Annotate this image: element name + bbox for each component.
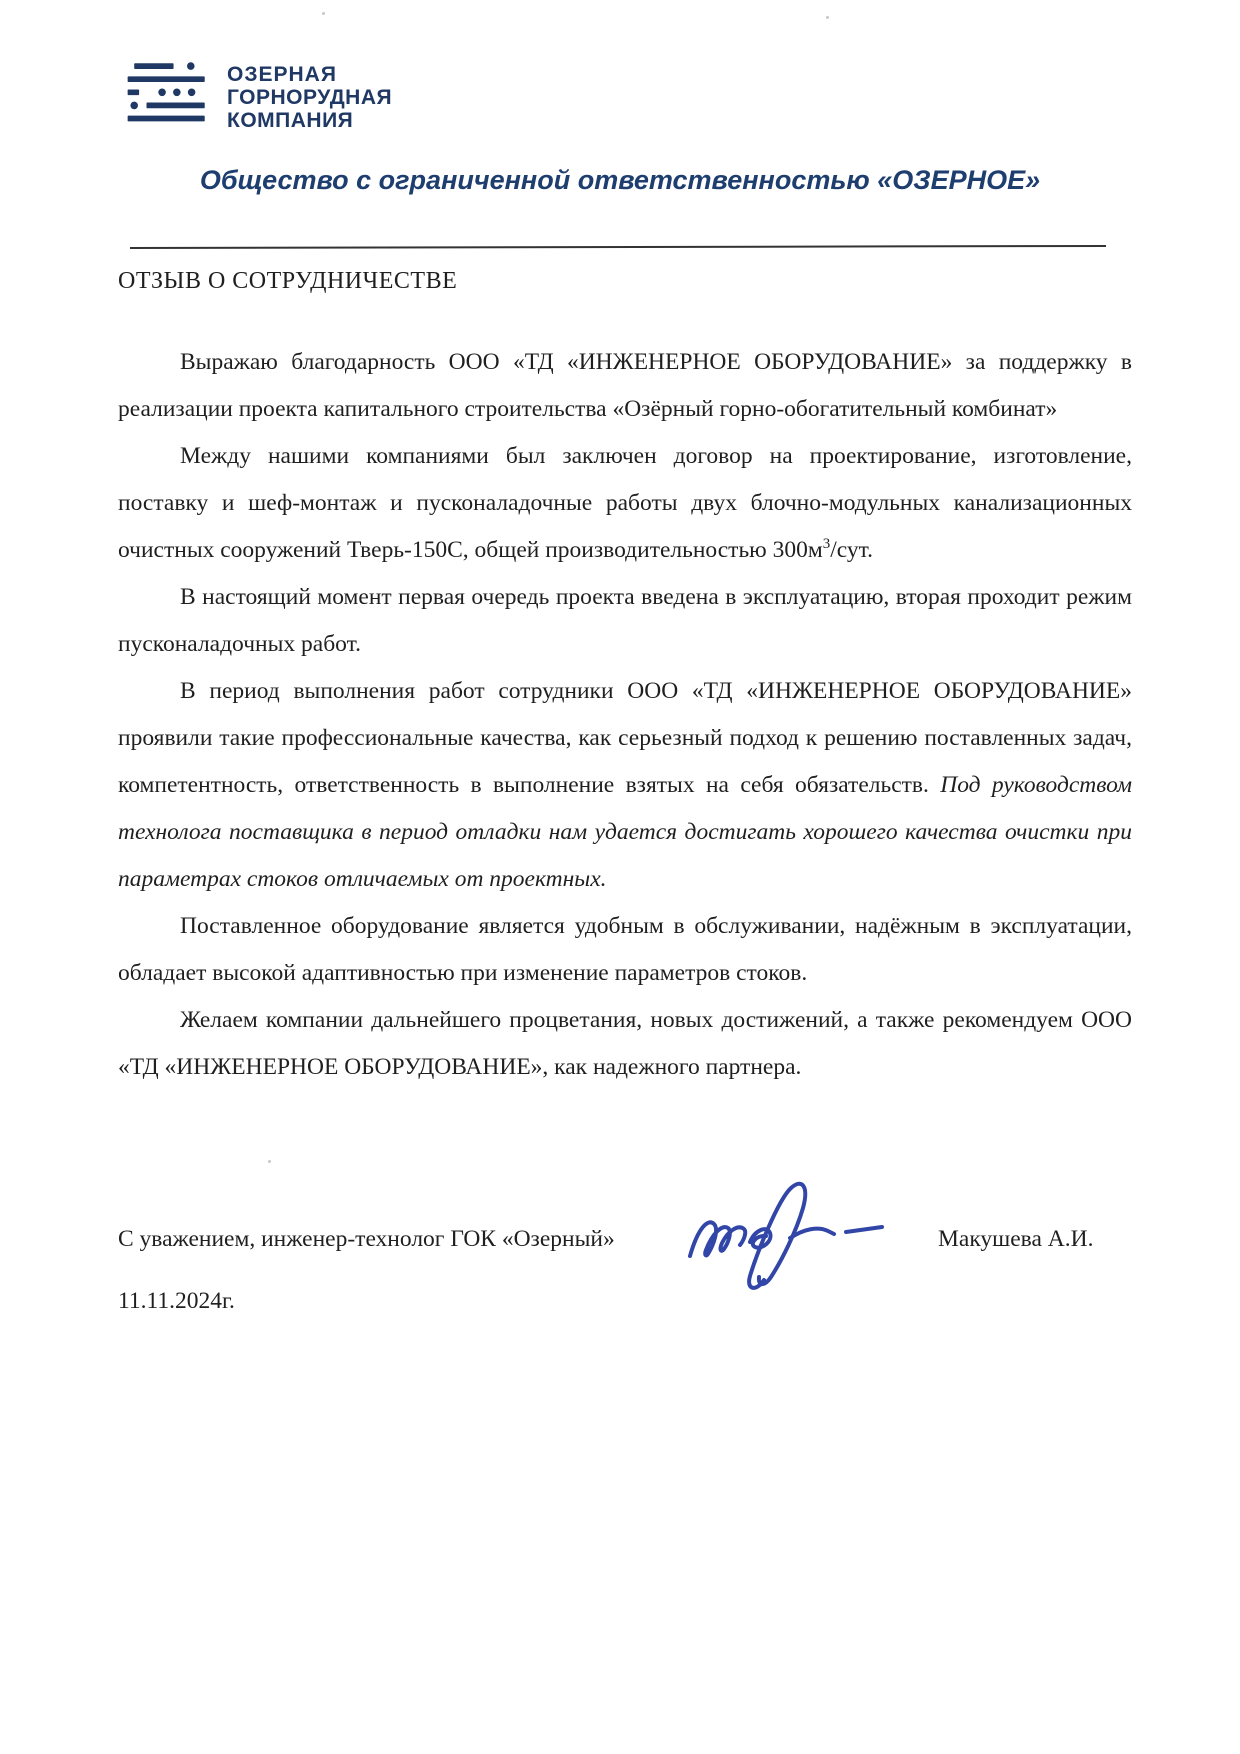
paragraph-4-normal: В период выполнения работ сотрудники ООО «ТД «ИНЖЕНЕРНОЕ ОБОРУДОВАНИЕ» проявили такие профессиональные качества, как серьезный подход к решению поставленных задач, компетентность, ответственность в выполнение взятых на себя обязательств. <box>118 678 1132 798</box>
paragraph-4-italic: Под руководством технолога поставщика в период отладки нам удается достигать хорошего качества очистки при параметрах стоков отличаемых от проектных. <box>118 772 1132 892</box>
paragraph-5 <box>118 903 1132 997</box>
scan-artifact <box>826 16 829 19</box>
company-logo-wordmark <box>227 63 392 132</box>
paragraph-1-text: Выражаю благодарность ООО «ТД «ИНЖЕНЕРНОЕ ОБОРУДОВАНИЕ» за поддержку в реализации проекта капитального строительства «Озёрный горно-обогатительный комбинат» <box>118 349 1132 422</box>
paragraph-4 <box>118 668 1132 903</box>
paragraph-3 <box>118 574 1132 668</box>
logo-line-2: ГОРНОРУДНАЯ <box>227 86 393 109</box>
company-logo-icon <box>126 62 208 130</box>
paragraph-1 <box>118 339 1132 433</box>
letter-body <box>118 268 1132 1091</box>
logo-line-3: КОМПАНИЯ <box>227 109 354 132</box>
letterhead-divider <box>130 245 1106 249</box>
scan-artifact <box>268 1160 271 1163</box>
cubic-meter-superscript: 3 <box>822 536 831 553</box>
paragraph-2-text: Между нашими компаниями был заключен договор на проектирование, изготовление, поставку и шеф-монтаж и пусконаладочные работы двух блочно-модульных канализационных очистных сооружений Тверь-150С, общей производительностью 300м <box>118 443 1132 563</box>
paragraph-2-tail: /сут. <box>830 537 874 563</box>
handwritten-signature-icon <box>678 1176 908 1296</box>
logo-line-1: ОЗЕРНАЯ <box>227 63 337 86</box>
paragraph-6-text: Желаем компании дальнейшего процветания, новых достижений, а также рекомендуем ООО «ТД «ИНЖЕНЕРНОЕ ОБОРУДОВАНИЕ», как надежного партнера. <box>118 1007 1132 1080</box>
paragraph-5-text: Поставленное оборудование является удобным в обслуживании, надёжным в эксплуатации, обладает высокой адаптивностью при изменение параметров стоков. <box>118 913 1132 986</box>
company-subtitle: Общество с ограниченной ответственностью «ОЗЕРНОЕ» <box>199 165 1041 195</box>
signatory-name: Макушева А.И. <box>938 1226 1094 1252</box>
paragraph-6 <box>118 997 1132 1091</box>
scan-artifact <box>322 12 325 15</box>
closing-line: С уважением, инженер-технолог ГОК «Озерный» <box>118 1226 615 1252</box>
letter-date: 11.11.2024г. <box>118 1288 235 1314</box>
document-title: ОТЗЫВ О СОТРУДНИЧЕСТВЕ <box>118 268 458 294</box>
paragraph-2 <box>118 433 1132 574</box>
paragraph-3-text: В настоящий момент первая очередь проекта введена в эксплуатацию, вторая проходит режим пусконаладочных работ. <box>118 584 1132 657</box>
